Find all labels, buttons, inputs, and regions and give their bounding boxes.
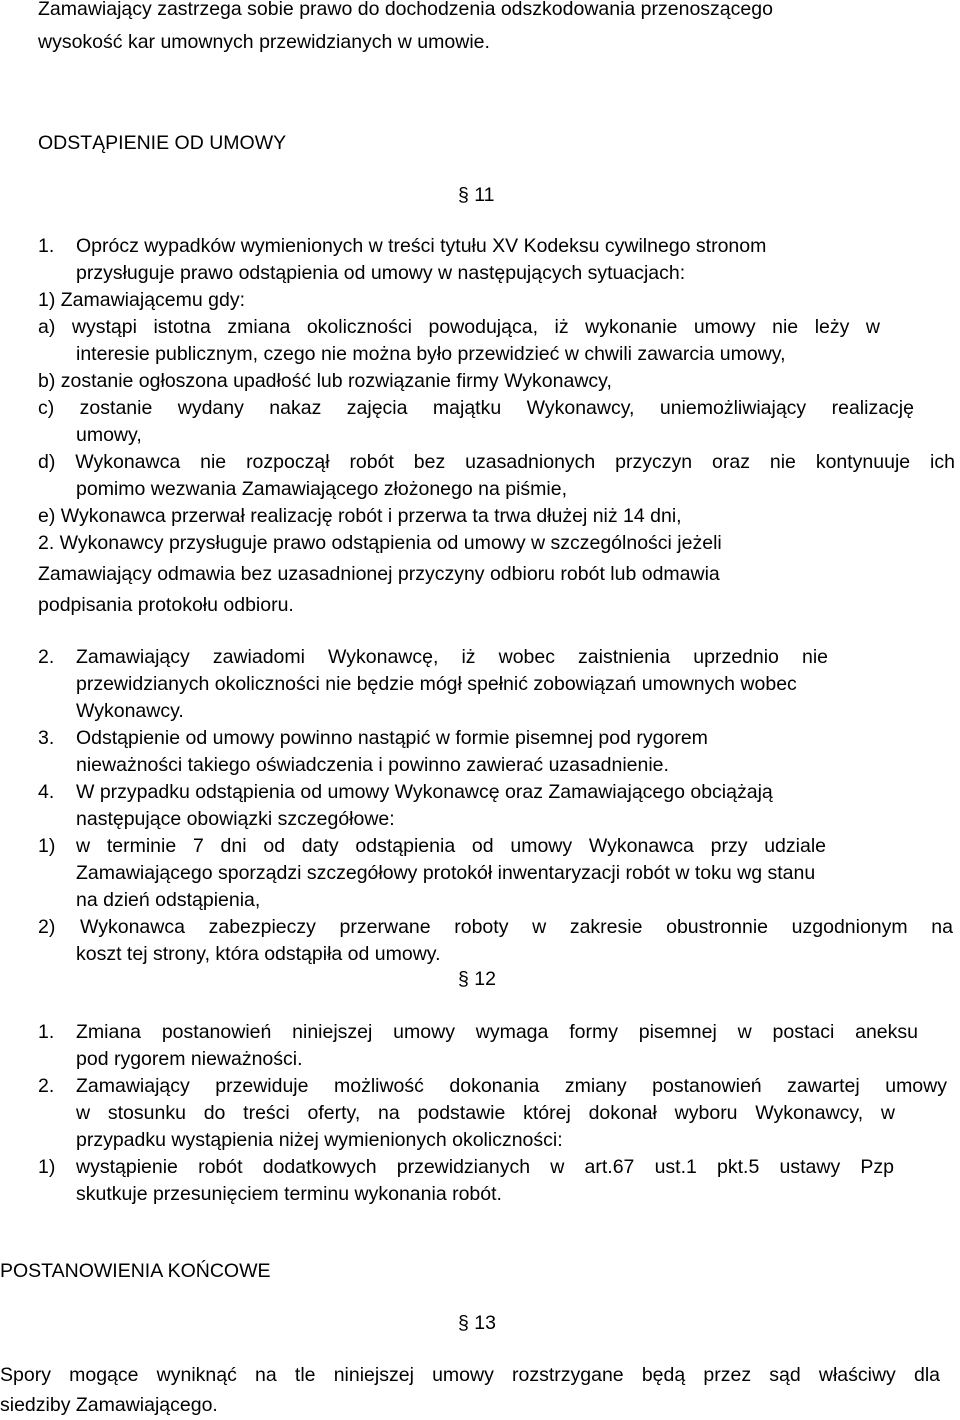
text-line: 2. Wykonawcy przysługuje prawo odstąpienia od umowy w szczególności jeżeli	[38, 532, 722, 554]
text-line: Wykonawca zabezpieczy przerwane roboty w zakresie obustronnie uzgodnionym na	[80, 916, 953, 938]
text-line: a) wystąpi istotna zmiana okoliczności powodująca, iż wykonanie umowy nie leży w	[38, 316, 880, 338]
list-number: 1.	[38, 1021, 55, 1043]
text-line: wystąpienie robót dodatkowych przewidzianych w art.67 ust.1 pkt.5 ustawy Pzp	[76, 1156, 894, 1178]
text-line: przewidzianych okoliczności nie będzie mógł spełnić zobowiązań umownych wobec	[76, 673, 797, 695]
list-number: 2.	[38, 1075, 55, 1097]
text-line: interesie publicznym, czego nie można było przewidzieć w chwili zawarcia umowy,	[76, 343, 786, 365]
paragraph-mark: § 11	[458, 184, 495, 206]
text-line: c) zostanie wydany nakaz zajęcia majątku Wykonawcy, uniemożliwiający realizację	[38, 397, 914, 419]
text-line: Zmiana postanowień niniejszej umowy wymaga formy pisemnej w postaci aneksu	[76, 1021, 918, 1043]
text-line: Zamawiający przewiduje możliwość dokonania zmiany postanowień zawartej umowy	[76, 1075, 947, 1097]
text-line: w terminie 7 dni od daty odstąpienia od umowy Wykonawca przy udziale	[76, 835, 826, 857]
list-number: 3.	[38, 727, 55, 749]
text-line: e) Wykonawca przerwał realizację robót i przerwa ta trwa dłużej niż 14 dni,	[38, 505, 682, 527]
list-number: 2)	[38, 916, 56, 938]
text-line: skutkuje przesunięciem terminu wykonania robót.	[76, 1183, 502, 1205]
intro-line: wysokość kar umownych przewidzianych w umowie.	[38, 31, 490, 53]
text-line: Zamawiający odmawia bez uzasadnionej przyczyny odbioru robót lub odmawia	[38, 563, 720, 585]
list-number: 1)	[38, 835, 56, 857]
text-line: Wykonawcy.	[76, 700, 184, 722]
text-line: Spory mogące wyniknąć na tle niniejszej umowy rozstrzygane będą przez sąd właściwy dla	[0, 1364, 940, 1386]
text-line: koszt tej strony, która odstąpiła od umowy.	[76, 943, 441, 965]
section-heading: ODSTĄPIENIE OD UMOWY	[38, 132, 287, 154]
list-number: 1.	[38, 235, 55, 257]
text-line: na dzień odstąpienia,	[76, 889, 261, 911]
text-line: umowy,	[76, 424, 142, 446]
section-heading: POSTANOWIENIA KOŃCOWE	[0, 1260, 271, 1282]
text-line: następujące obowiązki szczegółowe:	[76, 808, 395, 830]
text-line: pomimo wezwania Zamawiającego złożonego na piśmie,	[76, 478, 567, 500]
list-number: 1)	[38, 1156, 56, 1178]
list-number: 4.	[38, 781, 55, 803]
text-line: Zamawiającego sporządzi szczegółowy protokół inwentaryzacji robót w toku wg stanu	[76, 862, 816, 884]
paragraph-mark: § 12	[458, 968, 496, 990]
text-line: pod rygorem nieważności.	[76, 1048, 303, 1070]
text-line: W przypadku odstąpienia od umowy Wykonawcę oraz Zamawiającego obciążają	[76, 781, 773, 803]
text-line: d) Wykonawca nie rozpoczął robót bez uzasadnionych przyczyn oraz nie kontynuuje ich	[38, 451, 955, 473]
text-line: w stosunku do treści oferty, na podstawie której dokonał wyboru Wykonawcy, w	[76, 1102, 895, 1124]
text-line: przypadku wystąpienia niżej wymienionych okoliczności:	[76, 1129, 563, 1151]
text-line: przysługuje prawo odstąpienia od umowy w następujących sytuacjach:	[76, 262, 686, 284]
text-line: Oprócz wypadków wymienionych w treści tytułu XV Kodeksu cywilnego stronom	[76, 235, 767, 257]
text-line: podpisania protokołu odbioru.	[38, 594, 294, 616]
text-line: 1) Zamawiającemu gdy:	[38, 289, 245, 311]
text-line: Zamawiający zawiadomi Wykonawcę, iż wobec zaistnienia uprzednio nie	[76, 646, 828, 668]
text-line: b) zostanie ogłoszona upadłość lub rozwiązanie firmy Wykonawcy,	[38, 370, 612, 392]
paragraph-mark: § 13	[458, 1312, 496, 1334]
intro-line: Zamawiający zastrzega sobie prawo do dochodzenia odszkodowania przenoszącego	[38, 0, 773, 20]
list-number: 2.	[38, 646, 55, 668]
text-line: siedziby Zamawiającego.	[0, 1394, 218, 1416]
text-line: nieważności takiego oświadczenia i powinno zawierać uzasadnienie.	[76, 754, 669, 776]
text-line: Odstąpienie od umowy powinno nastąpić w formie pisemnej pod rygorem	[76, 727, 708, 749]
